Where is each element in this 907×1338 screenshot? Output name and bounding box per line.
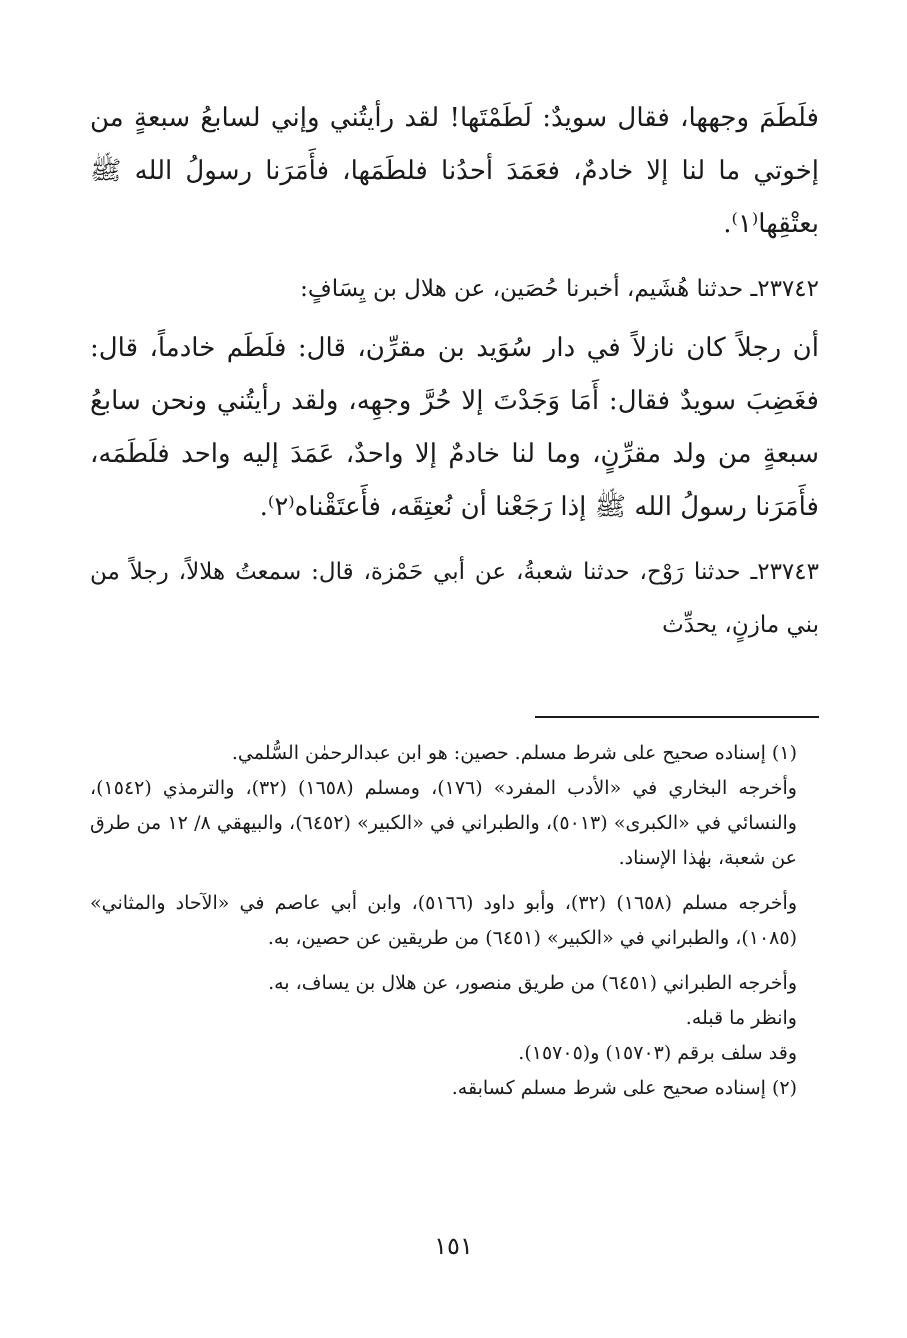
footnote-2: (٢) إسناده صحيح على شرط مسلم كسابقه. [451, 1077, 797, 1099]
footnote-1-line-3: وأخرجه مسلم (١٦٥٨) (٣٢)، وأبو داود (٥١٦٦)، وابن أبي عاصم في «الآحاد والمثاني» (١٠٨٥)، والطبراني في «الكبير» (٦٤٥١) من طريقين عن حصين، به. [90, 892, 797, 949]
footnote-divider [535, 716, 819, 718]
footnote-1-line-6: وقد سلف برقم (١٥٧٠٣) و(١٥٧٠٥). [518, 1042, 797, 1064]
hadith-23742-matn: أن رجلاً كان نازلاً في دار سُوَيد بن مقرِّن، قال: فلَطَم خادماً، قال: فغَضِبَ سويدٌ فقال: أَمَا وَجَدْتَ إلا حُرَّ وجهِه، ولقد رأيتُني ونحن سابعُ سبعةٍ من ولد مقرِّنٍ، وما لنا خادمٌ إلا واحدٌ، عَمَدَ إليه واحد فلَطَمَه، فأَمَرَنا رسولُ الله ﷺ إذا رَجَعْنا أن نُعتِقَه، فأَعتَقْناه⁽٢⁾. [90, 333, 819, 522]
footnote-1-line-2: وأخرجه البخاري في «الأدب المفرد» (١٧٦)، ومسلم (١٦٥٨) (٣٢)، والترمذي (١٥٤٢)، والنسائي في «الكبرى» (٥٠١٣)، والطبراني في «الكبير» (٦٤٥٢)، والبيهقي ٨/ ١٢ من طرق عن شعبة، بهٰذا الإسناد. [90, 777, 797, 869]
hadith-23742-isnad: ٢٣٧٤٢ـ حدثنا هُشَيم، أخبرنا حُصَين، عن هلال بن يِسَافٍ: [300, 276, 819, 302]
footnote-1-line-4: وأخرجه الطبراني (٦٤٥١) من طريق منصور، عن هلال بن يساف، به. [268, 972, 797, 994]
page-number: ١٥١ [434, 1232, 473, 1260]
hadith-23743-isnad: ٢٣٧٤٣ـ حدثنا رَوْح، حدثنا شعبةُ، عن أبي حَمْزة، قال: سمعتُ هلالاً، رجلاً من بني مازنٍ، يحدِّث [90, 559, 819, 638]
footnote-1-line-1: (١) إسناده صحيح على شرط مسلم. حصين: هو ابن عبدالرحمٰن السُّلمي. [231, 742, 797, 764]
main-text [90, 92, 819, 658]
paragraph-continuation: فلَطَمَ وجهها، فقال سويدٌ: لَطَمْتَها! لقد رأيتُني وإني لسابعُ سبعةٍ من إخوتي ما لنا إلا خادمٌ، فعَمَدَ أحدُنا فلطَمَها، فأَمَرَنا رسولُ الله ﷺ بعتْقِها⁽١⁾. [90, 103, 819, 239]
footnotes [90, 736, 819, 1106]
footnote-1-line-5: وانظر ما قبله. [685, 1007, 797, 1029]
